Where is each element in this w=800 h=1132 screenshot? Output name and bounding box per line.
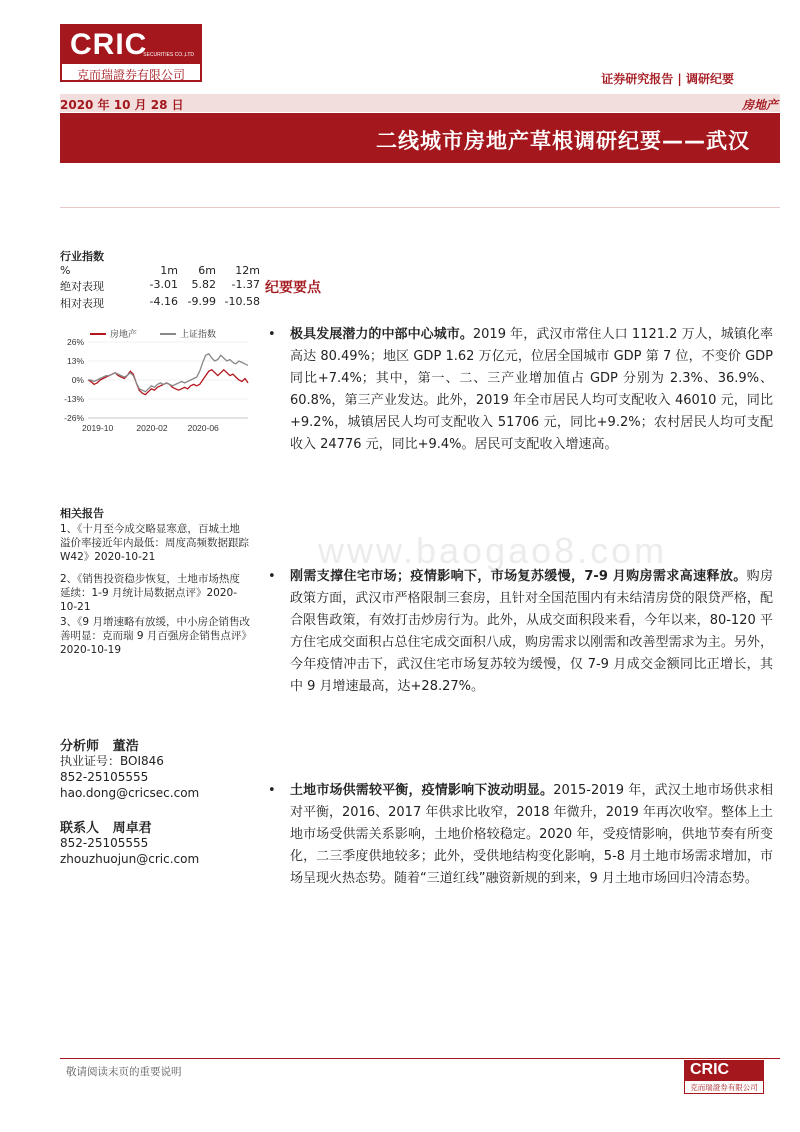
- chart-legend: [90, 328, 216, 340]
- related-report-item[interactable]: 2、《销售投资稳步恢复，土地市场热度延续：1-9 月统计局数据点评》2020-10-21: [60, 573, 240, 613]
- index-row-relative: [60, 295, 260, 311]
- index-col-label: %: [60, 264, 71, 277]
- summary-bullet: [268, 566, 773, 698]
- analyst-phone: 852-25105555: [60, 770, 149, 784]
- chart-series-line: [88, 354, 248, 392]
- index-col-label: 6m: [198, 264, 216, 277]
- contact-name: 联系人 周卓君: [60, 821, 152, 836]
- industry-index-label: 行业指数: [60, 250, 104, 263]
- watermark: www.baogao8.com: [318, 530, 668, 571]
- bullet-lead: 极具发展潜力的中部中心城市。: [290, 327, 473, 342]
- sector-label: 房地产: [741, 98, 778, 112]
- bullet-lead: 刚需支撑住宅市场；疫情影响下，市场复苏缓慢，7-9 月购房需求高速释放。: [290, 569, 747, 584]
- index-header-row: [60, 264, 260, 277]
- analyst-name: 分析师 董浩: [60, 739, 139, 754]
- bullet-dot-icon: •: [268, 327, 276, 342]
- report-date: 2020 年 10 月 28 日: [60, 98, 184, 112]
- summary-bullet: [268, 780, 773, 890]
- related-reports-label: 相关报告: [60, 507, 104, 520]
- summary-heading: 纪要要点: [265, 280, 321, 296]
- index-row-absolute: [60, 278, 260, 294]
- chart-y-tick-label: -13%: [64, 394, 84, 404]
- contact-email[interactable]: zhouzhuojun@cric.com: [60, 852, 200, 866]
- page-title: 二线城市房地产草根调研纪要——武汉: [376, 129, 750, 153]
- index-value: -9.99: [187, 295, 216, 308]
- index-row-name: 绝对表现: [60, 280, 104, 293]
- index-value: 5.82: [191, 278, 216, 291]
- industry-index-table: [60, 264, 260, 311]
- industry-index-chart: [60, 326, 255, 438]
- index-value: -1.37: [231, 278, 260, 291]
- chart-y-tick-label: -26%: [64, 413, 84, 423]
- report-type: 证券研究报告 | 调研纪要: [601, 72, 734, 86]
- footer-logo-company-name: 克而瑞證券有限公司: [690, 1083, 758, 1092]
- bullet-dot-icon: •: [268, 569, 276, 584]
- related-report-item[interactable]: 1、《十月至今成交略显寒意，百城土地溢价率接近年内最低：周度高频数据跟踪 W42》2020-10-21: [60, 523, 249, 563]
- company-logo: [60, 24, 202, 82]
- contact-phone: 852-25105555: [60, 836, 149, 850]
- chart-x-tick-label: 2020-06: [187, 423, 219, 433]
- index-col-label: 1m: [160, 264, 178, 277]
- bullet-text: 2015-2019 年，武汉土地市场供求相对平衡，2016、2017 年供求比收窄，2018 年微升，2019 年再次收窄。整体上土地市场受供需关系影响，土地价格较稳定。2020 年，受疫情影响，供地节奏有所变化，二三季度供地较多；此外，受供地结构变化影响，5-8 月土地市场需求增加，市场呈现火热态势。随着“三道红线”融资新规的到来，9 月土地市场回归冷清态势。: [290, 783, 773, 886]
- chart-x-tick-label: 2020-02: [136, 423, 168, 433]
- analyst-license: 执业证号：BOI846: [60, 754, 164, 768]
- index-row-name: 相对表现: [60, 297, 104, 310]
- chart-x-tick-label: 2019-10: [81, 423, 114, 433]
- chart-lines: [88, 354, 248, 395]
- chart-legend-label: 上证指数: [180, 330, 217, 340]
- index-col-label: 12m: [235, 264, 260, 277]
- chart-y-tick-label: 13%: [66, 356, 84, 366]
- logo-tagline: SECURITIES CO.,LTD: [143, 52, 194, 58]
- chart-y-tick-label: 0%: [71, 375, 84, 385]
- index-value: -3.01: [149, 278, 178, 291]
- chart-legend-label: 房地产: [110, 330, 138, 340]
- footer-logo-word: CRIC: [690, 1061, 730, 1078]
- footer-divider: [60, 1058, 780, 1059]
- chart-y-tick-label: 26%: [66, 337, 84, 347]
- footer-logo: [684, 1060, 764, 1094]
- summary-bullet: [268, 324, 773, 456]
- header-divider: [60, 207, 780, 208]
- index-value: -10.58: [224, 295, 260, 308]
- bullet-dot-icon: •: [268, 783, 276, 798]
- bullet-text: 购房政策方面，武汉市严格限制三套房，且针对全国范围内有未结清房贷的限贷严格，配合限售政策，有效打击炒房行为。此外，从成交面积段来看，今年以来，80-120 平方住宅成交面积占总住宅成交面积八成，购房需求以刚需和改善型需求为主。另外，今年疫情冲击下，武汉住宅市场复苏较为缓慢，仅 7-9 月成交金额同比正增长，其中 9 月增速最高，达+28.27%。: [290, 569, 773, 694]
- logo-word: CRIC: [70, 28, 148, 61]
- analyst-email[interactable]: hao.dong@cricsec.com: [60, 786, 200, 800]
- logo-company-name: 克而瑞證券有限公司: [76, 68, 185, 82]
- chart-series-line: [88, 370, 248, 395]
- index-value: -4.16: [149, 295, 178, 308]
- bullet-text: 2019 年，武汉市常住人口 1121.2 万人，城镇化率高达 80.49%；地区 GDP 1.62 万亿元，位居全国城市 GDP 第 7 位，不变价 GDP 同比+7.4%；其中，第一、二、三产业增加值占 GDP 分别为 2.3%、36.9%、60.8%，第三产业发达。此外，2019 年全市居民人均可支配收入 46010 元，同比+9.2%，城镇居民人均可支配收入 51706 元，同比+9.2%；农村居民人均可支配收入 24776 元，同比+9.4%。居民可支配收入增速高。: [290, 327, 773, 452]
- related-report-item[interactable]: 3、《9 月增速略有放缓，中小房企销售改善明显：克而瑞 9 月百强房企销售点评》2020-10-19: [60, 616, 250, 656]
- footer-note: 敬请阅读末页的重要说明: [66, 1066, 182, 1078]
- chart-grid: [88, 342, 248, 418]
- bullet-lead: 土地市场供需较平衡，疫情影响下波动明显。: [290, 783, 554, 798]
